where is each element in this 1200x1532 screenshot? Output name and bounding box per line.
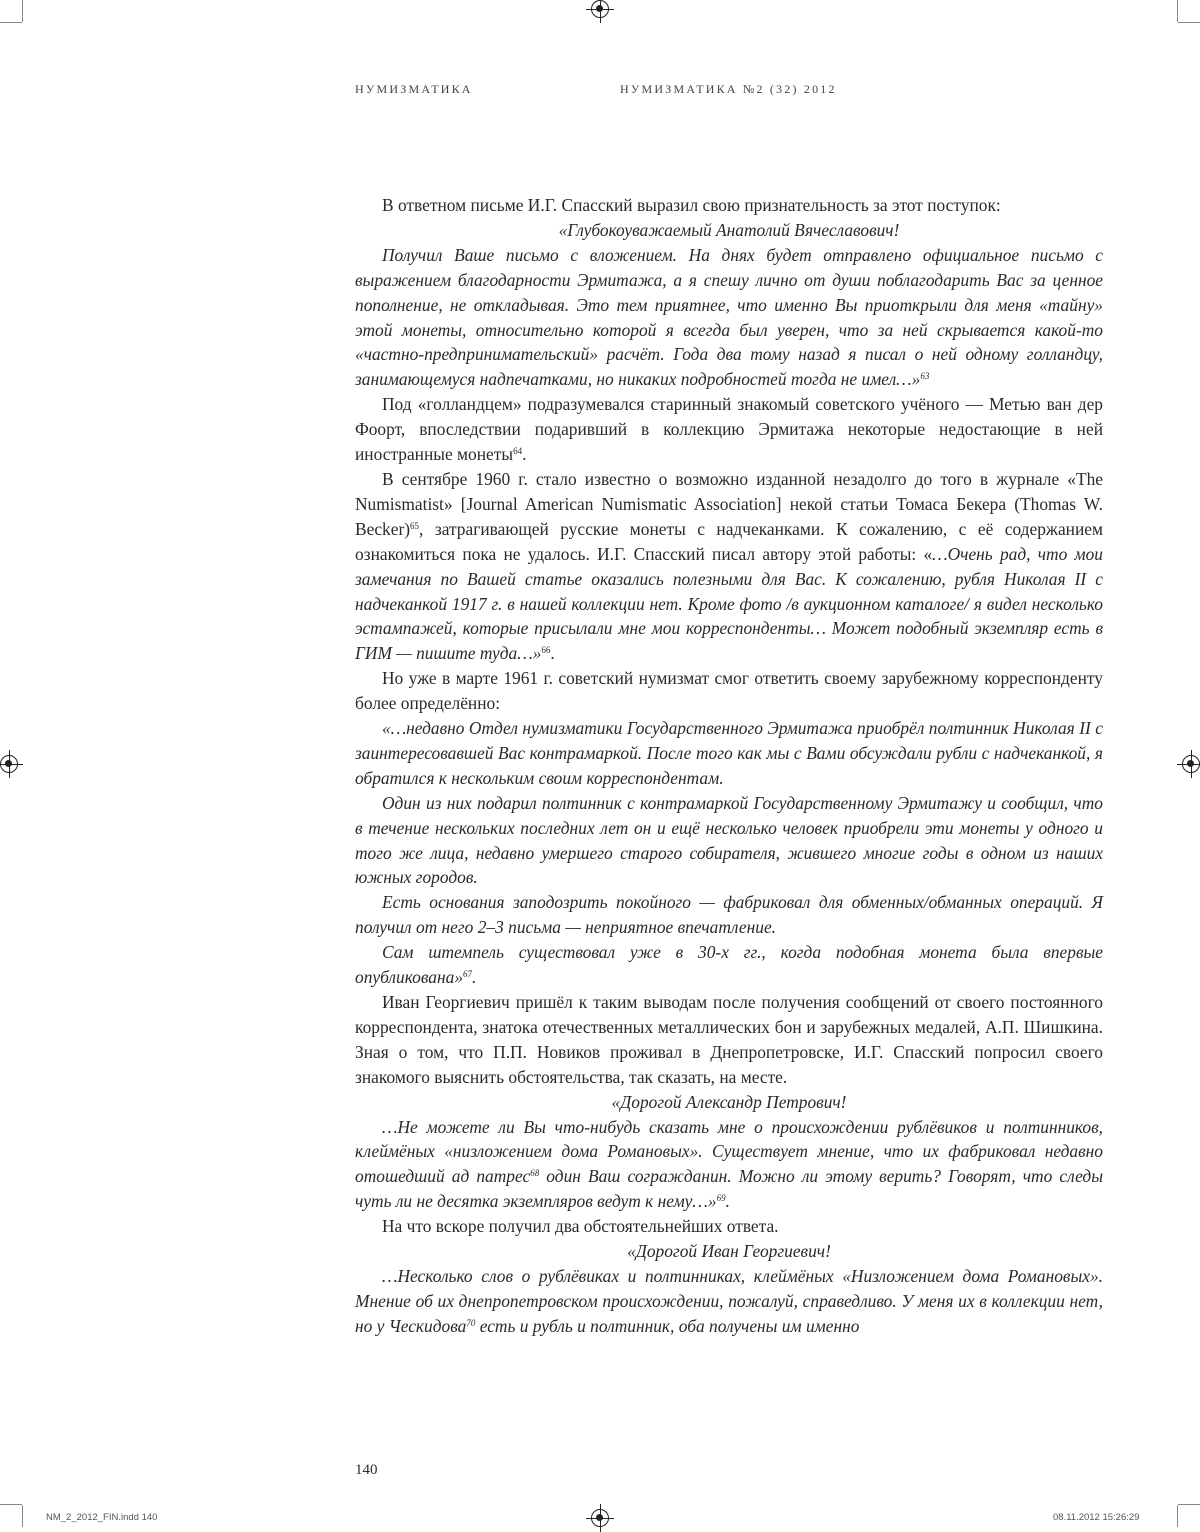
paragraph (355, 193, 1103, 218)
paragraph-text: Сам штемпель существовал уже в 30-х гг., когда подобная монета была впервые опубликована» (355, 942, 1103, 988)
footnote-ref: 64 (513, 446, 523, 457)
crop-mark (1177, 0, 1178, 22)
paragraph-text: , затрагивающей русские монеты с надчеканками. К сожалению, с её содержанием ознакомиться пока не удалось. И.Г. Спасский писал автору этой работы: « (355, 518, 1103, 564)
registration-mark-icon (0, 755, 18, 773)
crop-mark (0, 1504, 22, 1505)
registration-mark-icon (1182, 755, 1200, 773)
quote-paragraph (355, 791, 1103, 891)
paragraph-text: …Не можете ли Вы что-нибудь сказать мне о происхождении рублёвиков и полтинников, клеймёных «низложением дома Романовых». Существует мнение, что их фабриковал недавно отошедший ад патрес (355, 1116, 1103, 1187)
paragraph-text: . (725, 1191, 730, 1212)
paragraph-text: . (472, 967, 477, 988)
quote-text: …Очень рад, что мои замечания по Вашей статье оказались полезными для Вас. К сожалению, рубля Николая II с надчеканкой 1917 г. в нашей коллекции нет. Кроме фото /в аукционном каталоге/ я видел несколько эстампажей, которые присылали мне мои корреспонденты… Может подобный экземпляр есть в ГИМ — пишите туда…» (355, 543, 1103, 664)
letter-salutation (355, 218, 1103, 243)
quote-paragraph (355, 940, 1103, 990)
paragraph-text: В сентябре 1960 г. стало известно о возможно изданной незадолго до того в журнале «The Numismatist» [Journal American Numismatic Association] некой статьи Томаса Бекера (Thomas W. Becker) (355, 468, 1103, 539)
paragraph-text: Иван Георгиевич пришёл к таким выводам после получения сообщений от своего постоянного корреспондента, знатока отечественных металлических бон и зарубежных медалей, А.П. Шишкина. Зная о том, что П.П. Новиков проживал в Днепропетровске, И.Г. Спасский попросил своего знакомого выяснить обстоятельства, так сказать, на месте. (355, 992, 1103, 1087)
paragraph (355, 467, 1103, 666)
crop-mark (22, 0, 23, 22)
quote-paragraph (355, 1115, 1103, 1215)
footnote-ref: 70 (466, 1317, 476, 1328)
quote-paragraph (355, 716, 1103, 791)
footnote-ref: 68 (530, 1168, 540, 1179)
running-header-right: НУМИЗМАТИКА №2 (32) 2012 (620, 82, 837, 96)
paragraph-text: один Ваш согражданин. Можно ли этому верить? Говорят, что следы чуть ли не десятка экземпляров ведут к нему…» (355, 1166, 1103, 1212)
paragraph-text: . (550, 643, 555, 664)
registration-mark-icon (591, 1509, 609, 1527)
paragraph (355, 666, 1103, 716)
paragraph-text: На что вскоре получил два обстоятельнейших ответа. (382, 1216, 779, 1237)
paragraph-text: …Несколько слов о рублёвиках и полтинниках, клеймёных «Низложением дома Романовых». Мнение об их днепропетровском происхождении, пожалуй, справедливо. У меня их в коллекции нет, но у Ческидова (355, 1265, 1103, 1336)
paragraph-text: В ответном письме И.Г. Спасский выразил свою признательность за этот поступок: (382, 195, 1001, 215)
letter-salutation (355, 1239, 1103, 1264)
quote-paragraph (355, 1264, 1103, 1339)
body-text (355, 193, 1103, 1339)
footnote-ref: 69 (716, 1193, 726, 1204)
crop-mark (22, 1505, 23, 1527)
paragraph-text: Один из них подарил полтинник с контрамаркой Государственному Эрмитажу и сообщил, что в течение нескольких последних лет он и ещё несколько человек приобрели эти монеты у одного и того же лица, недавно умершего старого собирателя, жившего многие годы в одном из наших южных городов. (355, 792, 1103, 888)
paragraph (355, 990, 1103, 1090)
paragraph (355, 392, 1103, 467)
letter-salutation (355, 1090, 1103, 1115)
slug-date: 08.11.2012 15:26:29 (1053, 1512, 1140, 1523)
crop-mark (0, 22, 22, 23)
paragraph-text: «Глубокоуважаемый Анатолий Вячеславович! (558, 219, 900, 240)
paragraph-text: Есть основания заподозрить покойного — фабриковал для обменных/обманных операций. Я получил от него 2–3 письма — неприятное впечатление. (355, 892, 1103, 938)
quote-paragraph (355, 243, 1103, 392)
footnote-ref: 66 (541, 645, 551, 656)
paragraph-text: «…недавно Отдел нумизматики Государственного Эрмитажа приобрёл полтинник Николая II с заинтересовавшей Вас контрамаркой. После того как мы с Вами обсуждали рубли с надчеканкой, я обратился к нескольким своим корреспондентам. (355, 718, 1103, 788)
registration-mark-icon (591, 0, 609, 18)
paragraph-text: «Дорогой Иван Георгиевич! (627, 1241, 831, 1262)
crop-mark (1177, 1505, 1178, 1527)
paragraph-text: «Дорогой Александр Петрович! (611, 1091, 847, 1112)
paragraph-text: Но уже в марте 1961 г. советский нумизмат смог ответить своему зарубежному корреспонденту более определённо: (355, 668, 1103, 714)
paragraph-text: . (522, 444, 527, 465)
slug-file: NM_2_2012_FIN.indd 140 (46, 1512, 158, 1523)
footnote-ref: 67 (463, 969, 473, 980)
footnote-ref: 65 (410, 520, 420, 531)
paragraph-text: Получил Ваше письмо с вложением. На днях будет отправлено официальное письмо с выражением благодарности Эрмитажа, а я спешу лично от души поблагодарить Вас за ценное пополнение, не откладывая. Это тем приятнее, что именно Вы приоткрыли для меня «тайну» этой монеты, относительно которой я всегда был уверен, что за ней скрывается какой-то «частно-предпринимательский» расчёт. Года два тому назад я писал о ней одному голландцу, занимающемуся надпечатками, но никаких подробностей тогда не имел…» (355, 244, 1103, 390)
paragraph (355, 1214, 1103, 1239)
quote-paragraph (355, 890, 1103, 940)
page-number: 140 (355, 1462, 378, 1478)
paragraph-text: есть и рубль и полтинник, оба получены им именно (475, 1315, 860, 1336)
footnote-ref: 63 (920, 371, 930, 382)
crop-mark (1178, 1504, 1200, 1505)
running-header-left: НУМИЗМАТИКА (355, 82, 473, 96)
crop-mark (1178, 22, 1200, 23)
paragraph-text: Под «голландцем» подразумевался старинный знакомый советского учёного — Метью ван дер Фоорт, впоследствии подаривший в коллекцию Эрмитажа некоторые недостающие в ней иностранные монеты (355, 394, 1103, 465)
